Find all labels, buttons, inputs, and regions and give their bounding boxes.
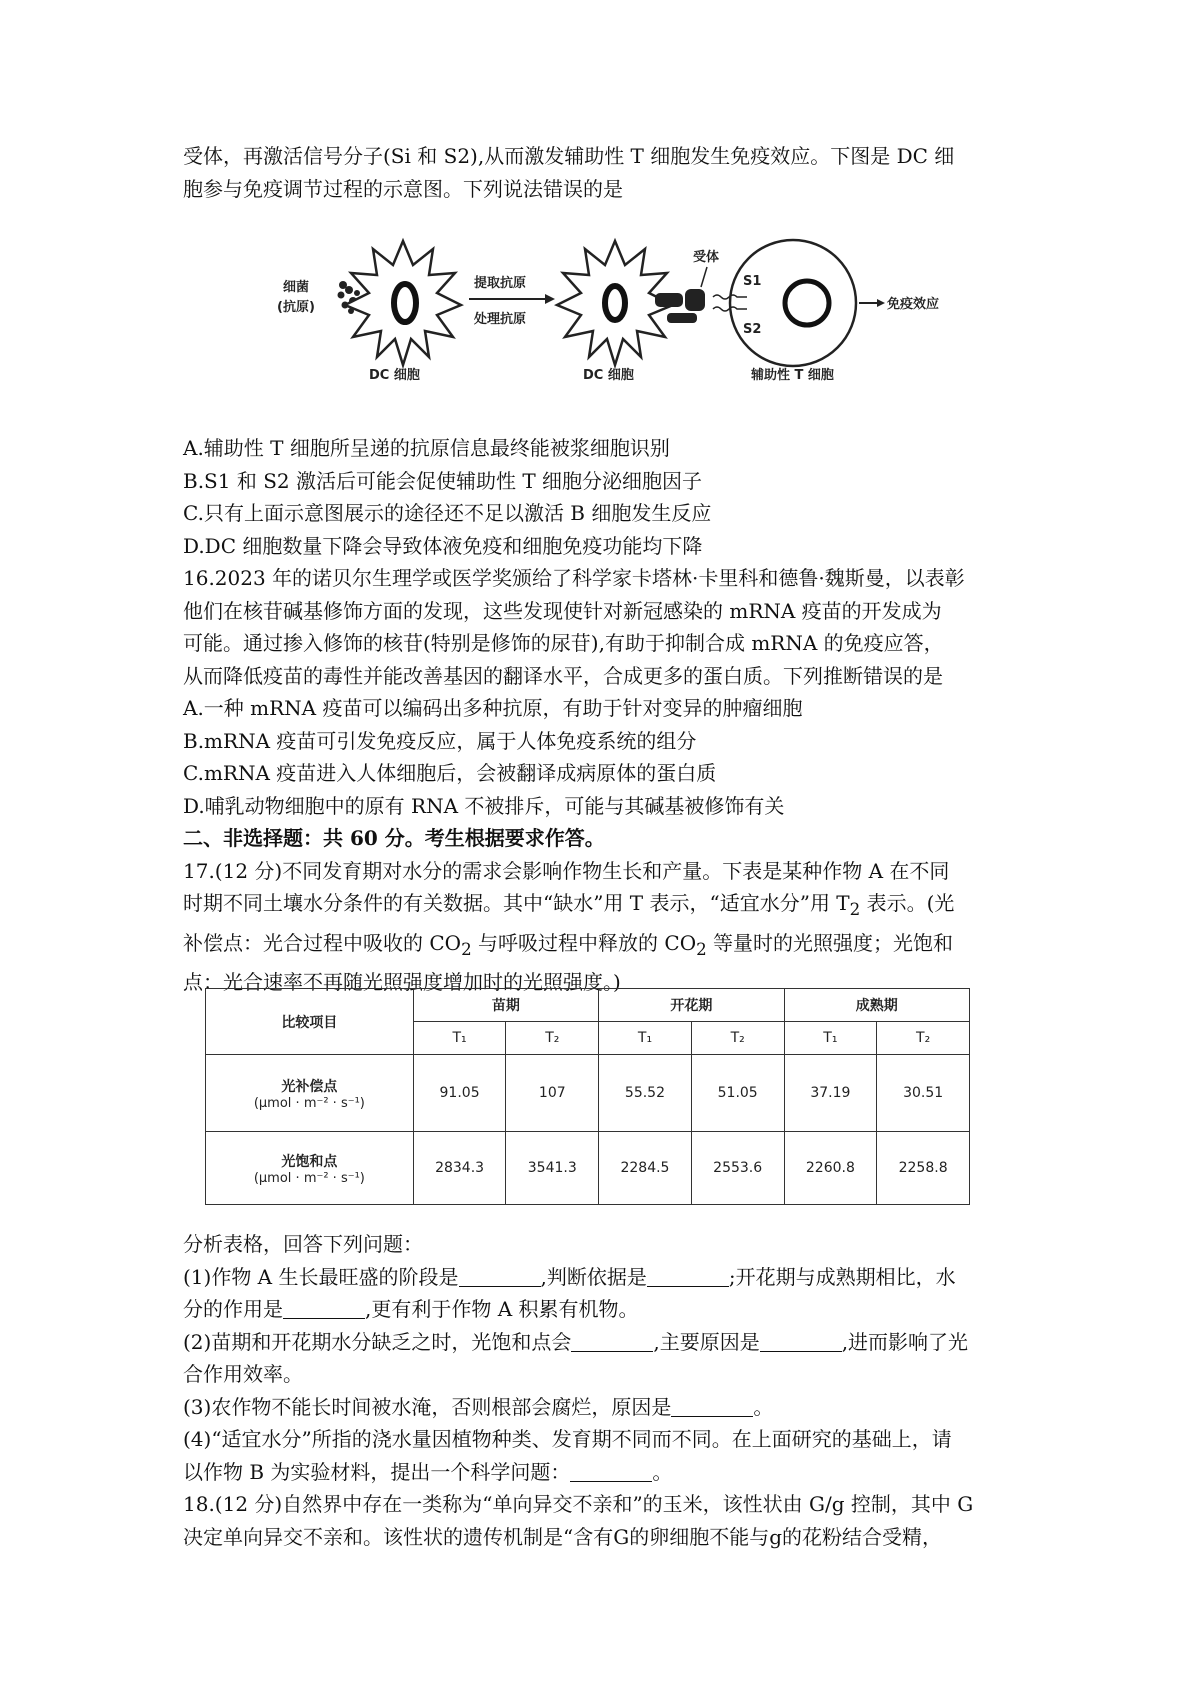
q17-sub-1a: (1)作物 A 生长最旺盛的阶段是 ,判断依据是 ;开花期与成熟期相比，水: [183, 1264, 956, 1289]
receptor-complex-icon: [655, 289, 705, 323]
s2-label: S2: [743, 322, 762, 337]
page-middle: [183, 432, 1028, 999]
t-cell-label: 辅助性 T 细胞: [751, 368, 834, 383]
q16-line-3: 可能。通过掺入修饰的核苷(特别是修饰的尿苷),有助于抑制合成 mRNA 的免疫应答，: [183, 631, 944, 655]
answer-blank[interactable]: [570, 1461, 652, 1482]
q16-line-1: 16.2023 年的诺贝尔生理学或医学奖颁给了科学家卡塔林·卡里科和德鲁·魏斯曼，以表彰: [183, 566, 965, 590]
q18-line-1: 18.(12 分)自然界中存在一类称为“单向异交不亲和”的玉米，该性状由 G/g 控制，其中 G: [183, 1492, 974, 1516]
section-heading: 二、非选择题：共 60 分。考生根据要求作答。: [183, 826, 605, 850]
s1-label: S1: [743, 274, 762, 289]
table-row: 光补偿点 (μmol · m⁻² · s⁻¹) 91.05 107 55.52 51.05 37.19 30.51: [206, 1055, 970, 1132]
dc-cell-1-label: DC 细胞: [369, 368, 420, 383]
q17-line-2: 时期不同土壤水分条件的有关数据。其中“缺水”用 T 表示，“适宜水分”用 $T_2$ 表示。(光: [183, 891, 955, 919]
bacteria-label-2: (抗原): [277, 300, 315, 315]
q16-option-b: B.mRNA 疫苗可引发免疫反应，属于人体免疫系统的组分: [183, 728, 697, 753]
sub-col: T₁: [413, 1022, 506, 1055]
dc-cell-1-icon: [345, 241, 461, 365]
q15-option-d: D.DC 细胞数量下降会导致体液免疫和细胞免疫功能均下降: [183, 533, 703, 558]
data-table: [205, 988, 970, 1208]
q17-sub-2a: (2)苗期和开花期水分缺乏之时，光饱和点会 ,主要原因是 ,进而影响了光: [183, 1329, 969, 1354]
q17-sub-4a: (4)“适宜水分”所指的浇水量因植物种类、发育期不同而不同。在上面研究的基础上，请: [183, 1427, 952, 1451]
page-top: [183, 140, 1028, 205]
q16-option-c: C.mRNA 疫苗进入人体细胞后，会被翻译成病原体的蛋白质: [183, 761, 717, 785]
receptor-label: 受体: [693, 250, 720, 265]
effect-label: 免疫效应: [887, 297, 940, 312]
q15-option-a: A.辅助性 T 细胞所呈递的抗原信息最终能被浆细胞识别: [183, 436, 670, 460]
arrow-label-bottom: 处理抗原: [474, 312, 527, 327]
period-seedling: 苗期: [413, 989, 598, 1022]
answer-blank[interactable]: [671, 1396, 753, 1417]
answer-blank[interactable]: [571, 1331, 653, 1352]
answer-blank[interactable]: [760, 1331, 842, 1352]
q17-line-4: 点：光合速率不再随光照强度增加时的光照强度。): [183, 970, 621, 994]
bacteria-label-1: 细菌: [283, 280, 310, 295]
q16-line-2: 他们在核苷碱基修饰方面的发现，这些发现使针对新冠感染的 mRNA 疫苗的开发成为: [183, 598, 942, 623]
q16-option-a: A.一种 mRNA 疫苗可以编码出多种抗原，有助于针对变异的肿瘤细胞: [183, 696, 803, 720]
q17-sub-1b: 分的作用是 ,更有利于作物 A 积累有机物。: [183, 1297, 639, 1321]
q17-sub-4b: 以作物 B 为实验材料，提出一个科学问题： 。: [183, 1459, 673, 1484]
q17-line-1: 17.(12 分)不同发育期对水分的需求会影响作物生长和产量。下表是某种作物 A 在不同: [183, 858, 950, 883]
q15-option-b: B.S1 和 S2 激活后可能会促使辅助性 T 细胞分泌细胞因子: [183, 468, 703, 493]
q17-sub-2b: 合作用效率。: [183, 1362, 303, 1386]
sub-col: T₂: [877, 1022, 970, 1055]
dc-cell-diagram: [277, 223, 940, 423]
q16-line-4: 从而降低疫苗的毒性并能改善基因的翻译水平，合成更多的蛋白质。下列推断错误的是: [183, 663, 943, 688]
dc-cell-2-label: DC 细胞: [583, 368, 634, 383]
sub-col: T₁: [599, 1022, 692, 1055]
sub-col: T₂: [506, 1022, 599, 1055]
period-flowering: 开花期: [599, 989, 784, 1022]
q18-line-2: 决定单向异交不亲和。该性状的遗传机制是“含有G的卵细胞不能与g的花粉结合受精，: [183, 1524, 943, 1549]
period-mature: 成熟期: [784, 989, 969, 1022]
helper-t-cell-icon: [730, 240, 856, 366]
intro-line-2: 胞参与免疫调节过程的示意图。下列说法错误的是: [183, 176, 623, 201]
q16-option-d: D.哺乳动物细胞中的原有 RNA 不被排斥，可能与其碱基被修饰有关: [183, 793, 785, 818]
answer-blank[interactable]: [283, 1298, 365, 1319]
answer-blank[interactable]: [459, 1266, 541, 1287]
table-row: 光饱和点 (μmol · m⁻² · s⁻¹) 2834.3 3541.3 2284.5 2553.6 2260.8 2258.8: [206, 1132, 970, 1205]
sub-col: T₂: [691, 1022, 784, 1055]
q17-lead: 分析表格，回答下列问题：: [183, 1232, 423, 1256]
arrow-label-top: 提取抗原: [474, 276, 527, 291]
answer-blank[interactable]: [647, 1266, 729, 1287]
table-corner: 比较项目: [206, 989, 414, 1055]
page-lower: [183, 1228, 1028, 1553]
q15-option-c: C.只有上面示意图展示的途径还不足以激活 B 细胞发生反应: [183, 501, 712, 525]
q17-sub-3: (3)农作物不能长时间被水淹，否则根部会腐烂，原因是 。: [183, 1394, 774, 1419]
q17-line-3: 补偿点：光合过程中吸收的 $CO_2$ 与呼吸过程中释放的 $CO_2$ 等量时的光照强度；光饱和: [183, 930, 954, 959]
sub-col: T₁: [784, 1022, 877, 1055]
intro-line-1: 受体，再激活信号分子(Si 和 S2),从而激发辅助性 T 细胞发生免疫效应。下图是 DC 细: [183, 144, 955, 168]
